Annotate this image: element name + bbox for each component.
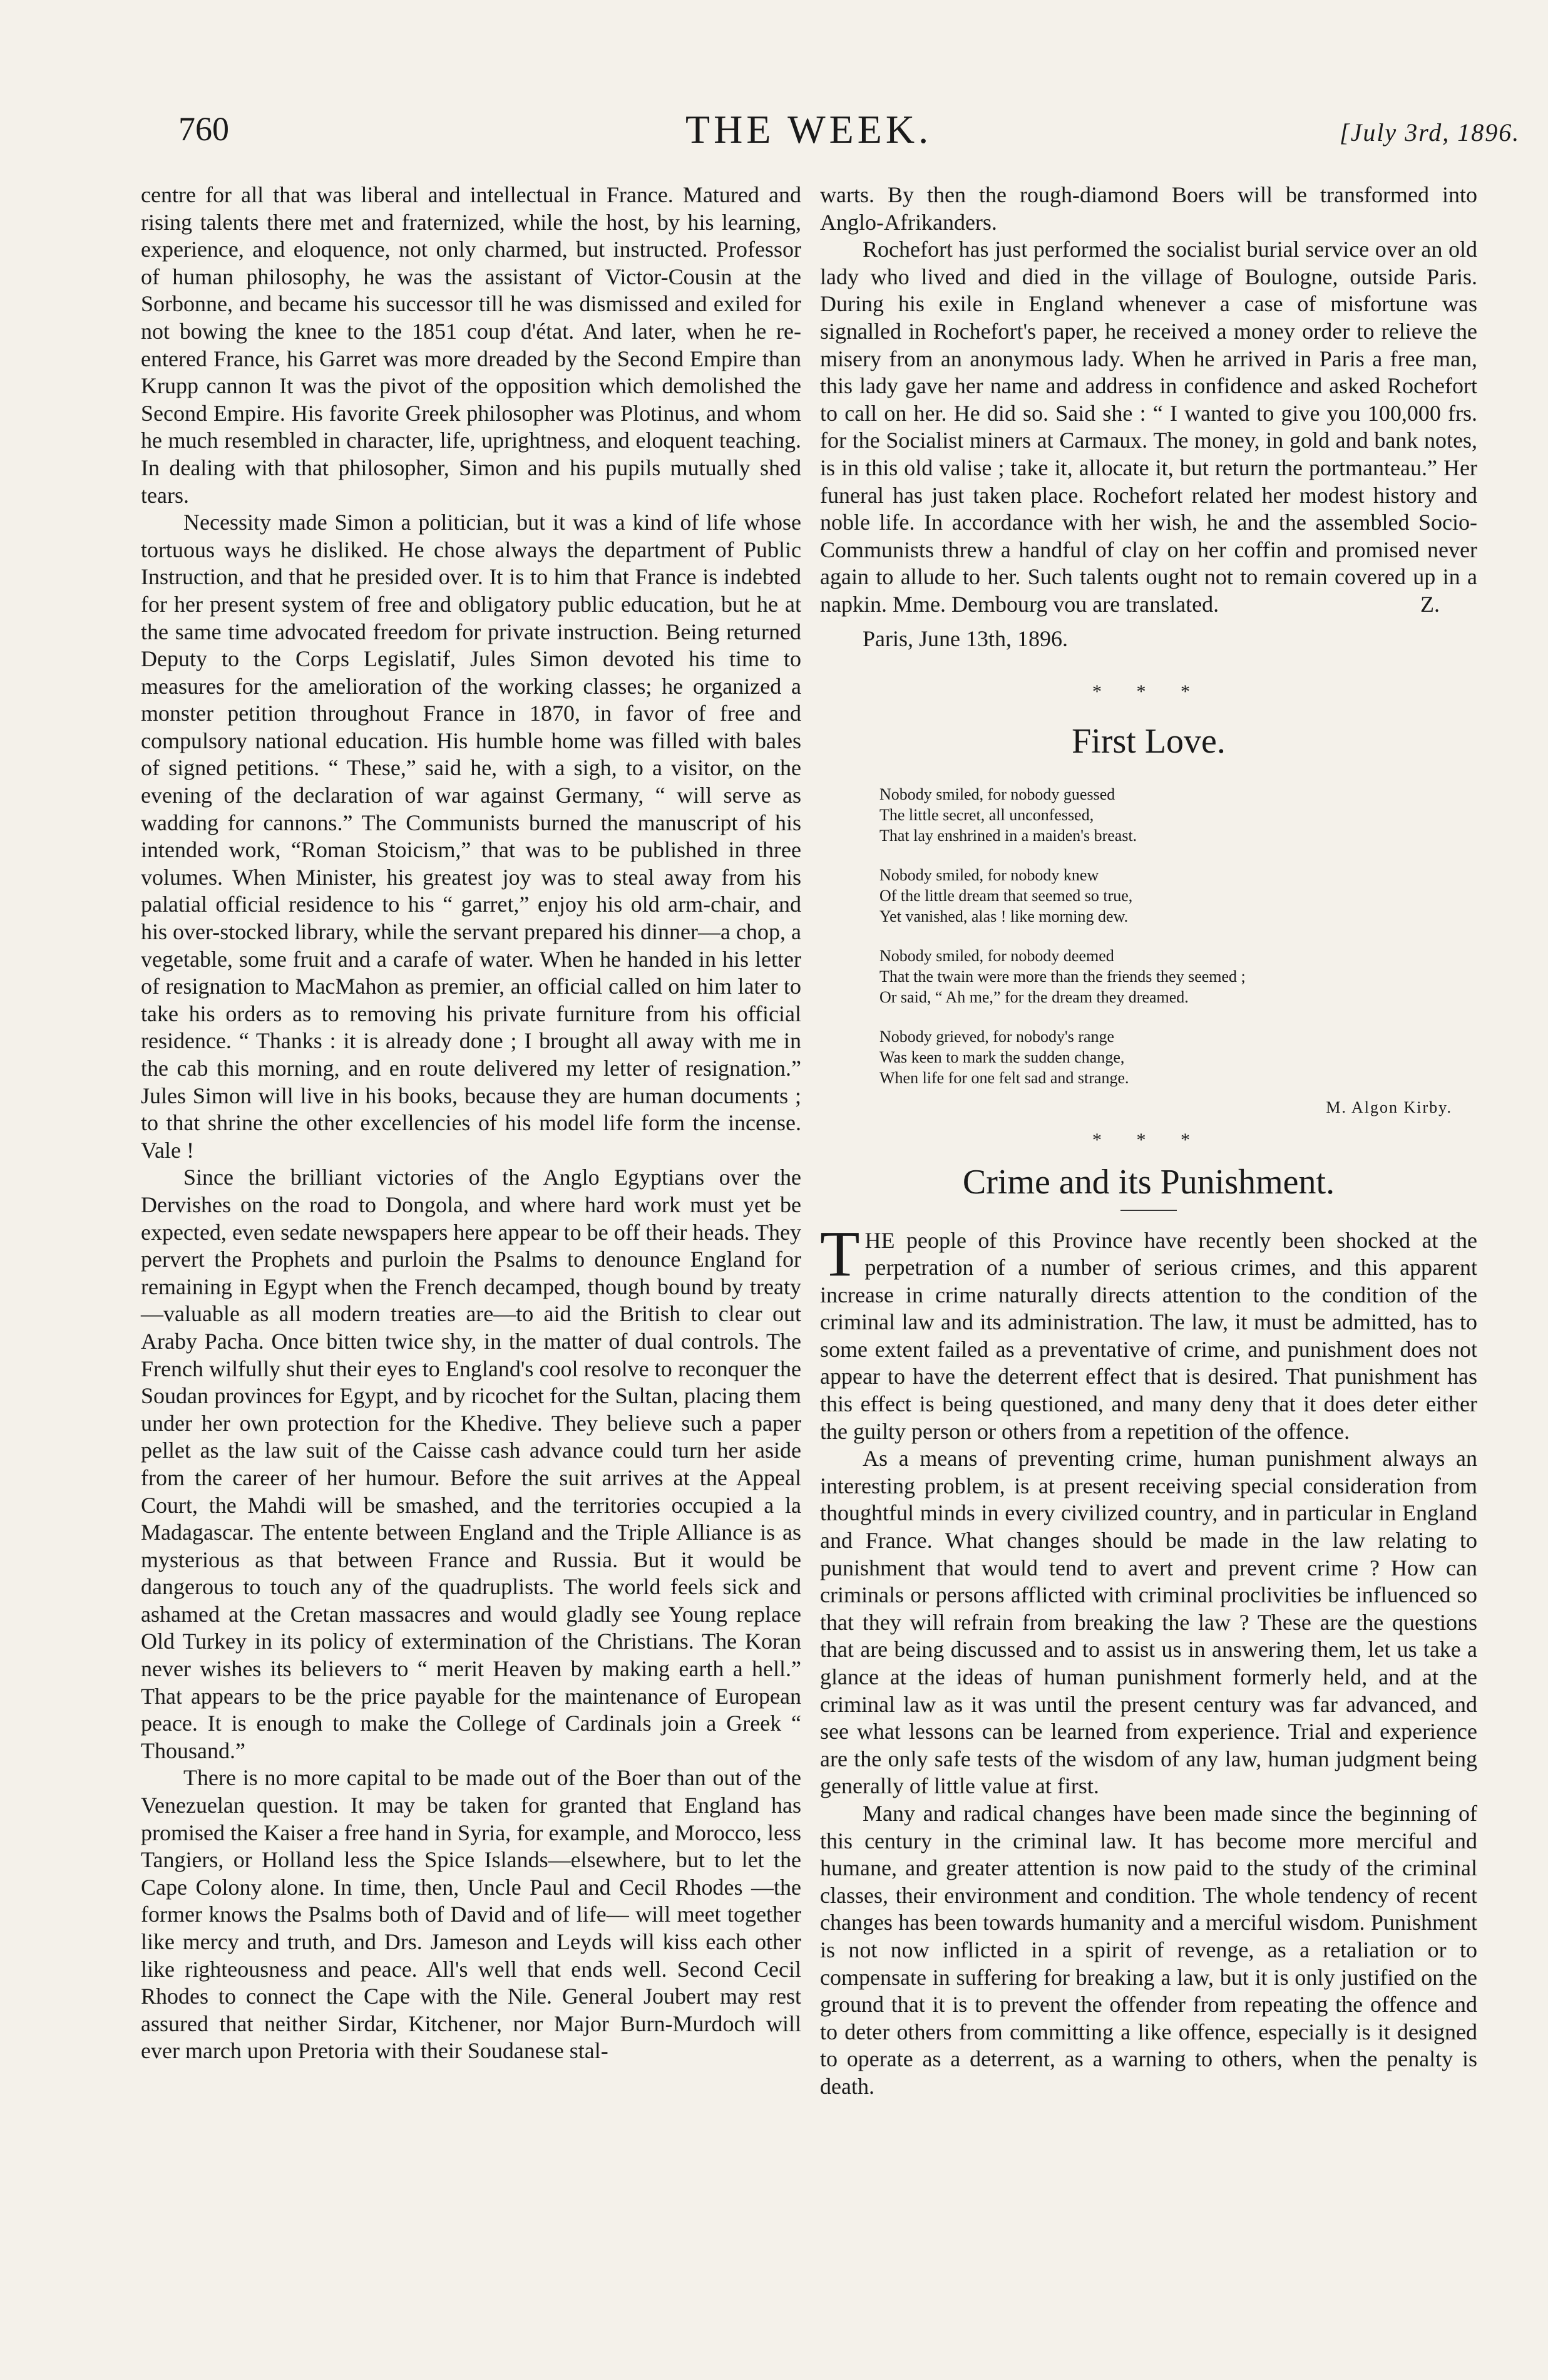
signature: Z. xyxy=(1420,591,1440,617)
paragraph: centre for all that was liberal and intellectual in France. Matured and rising talents there met and fraternized, while the host, by his learning, experience, and eloquence, not only charmed, but instructed. Professor of human philosophy, he was the assistant of Victor-Cousin at the Sorbonne, and became his successor till he was dismissed and exiled for not bowing the knee to the 1851 coup d'état. And later, when he re-entered France, his Garret was more dreaded by the Second Empire than Krupp cannon It was the pivot of the opposition which demolished the Second Empire. His favorite Greek philosopher was Plotinus, and whom he much resembled in character, life, uprightness, and eloquent teaching. In dealing with that philosopher, Simon and his pupils mutually shed tears. xyxy=(141,182,801,508)
poem-line: Was keen to mark the sudden change, xyxy=(879,1048,1125,1066)
dateline: Paris, June 13th, 1896. xyxy=(863,626,1068,651)
poem-line: Or said, “ Ah me,” for the dream they dreamed. xyxy=(879,987,1189,1006)
paragraph: As a means of preventing crime, human punishment always an interesting problem, is at present receiving special consideration from thoughtful minds in every civilized country, and in particular in England and France. What changes should be made in the law relating to punishment that would tend to avert and prevent crime ? How can criminals or persons afflicted with criminal proclivities be influenced so that they will refrain from breaking the law ? These are the questions that are being discussed and to assist us in answering them, let us take a glance at the ideas of human punishment formerly held, and at the criminal law as it was until the present century was far advanced, and see what lessons can be learned from experience. Trial and experience are the only safe tests of the wisdom of any law, human judgment being generally of little value at first. xyxy=(820,1446,1477,1799)
poem-author: M. Algon Kirby. xyxy=(1326,1098,1452,1116)
stanza xyxy=(879,784,1477,846)
poem-title: First Love. xyxy=(1072,721,1226,761)
article-title: Crime and its Punishment. xyxy=(962,1162,1335,1202)
page-header xyxy=(0,0,1548,188)
masthead: THE WEEK. xyxy=(685,107,933,152)
title-rule xyxy=(1120,1210,1177,1211)
paragraph-text: Rochefort has just performed the socialist burial service over an old lady who lived and died in the village of Boulogne, outside Paris. During his exile in England whenever a case of misfortune was signalled in Rochefort's paper, he received a money order to relieve the misery from an anonymous lady. When he arrived in Paris a free man, this lady gave her name and address in confidence and asked Rochefort to call on her. He did so. Said she : “ I wanted to give you 100,000 frs. for the Socialist miners at Carmaux. The money, in gold and bank notes, is in this old valise ; take it, allocate it, but return the portmanteau.” Her funeral has just taken place. Rochefort related her modest history and noble life. In accordance with her wish, he and the assembled Socio-Communists threw a handful of clay on her coffin and promised never again to allude to her. Such talents ought not to remain covered up in a napkin. Mme. Dembourg vou are translated. xyxy=(820,237,1477,617)
poem-line: Yet vanished, alas ! like morning dew. xyxy=(879,907,1129,925)
poem-line: Nobody grieved, for nobody's range xyxy=(879,1027,1115,1046)
section-divider: * * * xyxy=(1092,681,1205,702)
poem-line: Nobody smiled, for nobody deemed xyxy=(879,946,1114,965)
paragraph: There is no more capital to be made out of the Boer than out of the Venezuelan question. It may be taken for granted that England has promised the Kaiser a free hand in Syria, for example, and Morocco, less Tangiers, or Holland less the Spice Islands—elsewhere, but to let the Cape Colony alone. In time, then, Uncle Paul and Cecil Rhodes —the former knows the Psalms both of David and of life— will meet together like mercy and truth, and Drs. Jameson and Leyds will kiss each other like righteousness and peace. All's well that ends well. Second Cecil Rhodes to connect the Cape with the Nile. General Joubert may rest assured that neither Sirdar, Kitchener, nor Major Burn-Murdoch will ever march upon Pretoria with their Soudanese stal- xyxy=(141,1765,801,2064)
stanza xyxy=(879,945,1477,1007)
paragraph xyxy=(820,236,1477,618)
poem-line: Nobody smiled, for nobody knew xyxy=(879,865,1099,884)
poem-line: The little secret, all unconfessed, xyxy=(879,805,1094,824)
page-number: 760 xyxy=(178,110,229,148)
stanza xyxy=(879,865,1477,927)
poem-line: When life for one felt sad and strange. xyxy=(879,1068,1129,1087)
paragraph: Since the brilliant victories of the Anglo Egyptians over the Dervishes on the road to Dongola, and where hard work must yet be expected, even sedate newspapers here appear to be off their heads. They pervert the Prophets and purloin the Psalms to denounce England for remaining in Egypt when the French decamped, though bound by treaty—valuable as all modern treaties are—to aid the British to clear out Araby Pacha. Once bitten twice shy, in the matter of dual controls. The French wilfully shut their eyes to England's cool resolve to reconquer the Soudan provinces for Egypt, and by ricochet for the Sultan, placing them under her own protection for the Khedive. They believe such a paper pellet as the law suit of the Caisse cash advance could turn her aside from the career of her humour. Before the suit arrives at the Appeal Court, the Mahdi will be smashed, and the territories occupied a la Madagascar. The entente between England and the Triple Alliance is as mysterious as that between France and Russia. But it would be dangerous to touch any of the quadruplists. The world feels sick and ashamed at the Cretan massacres and would gladly see Young replace Old Turkey in its policy of extermination of the Christians. The Koran never wishes its believers to “ merit Heaven by making earth a hell.” That appears to be the price payable for the maintenance of European peace. It is enough to make the College of Cardinals join a Greek “ Thousand.” xyxy=(141,1165,801,1763)
poem-line: That lay enshrined in a maiden's breast. xyxy=(879,826,1137,845)
paragraph: Necessity made Simon a politician, but it was a kind of life whose tortuous ways he disliked. He chose always the department of Public Instruction, and that he presided over. It is to him that France is indebted for her present system of free and obligatory public education, but he at the same time advocated freedom for private instruction. Being returned Deputy to the Corps Legislatif, Jules Simon devoted his time to measures for the amelioration of the working classes; he organized a monster petition throughout France in 1870, in favor of free and compulsory national education. His humble home was filled with bales of signed petitions. “ These,” said he, with a sigh, to a visitor, on the evening of the declaration of war against Germany, “ will serve as wadding for cannons.” The Communists burned the manuscript of his intended work, “Roman Stoicism,” that was to be published in three volumes. When Minister, his greatest joy was to steal away from his palatial official residence to his “ garret,” enjoy his old arm-chair, and his over-stocked library, while the servant prepared his dinner—a chop, a vegetable, some fruit and a carafe of water. When he handed in his letter of resignation to MacMahon as premier, an official called on him later to take his orders as to removing his private furniture from his official residence. “ Thanks : it is already done ; I brought all away with me in the cab this morning, and en route delivered my letter of resignation.” Jules Simon will live in his books, because they are human documents ; to that shrine the other excellencies of his model life form the incense. Vale ! xyxy=(141,510,801,1163)
right-column xyxy=(820,182,1477,2101)
poem-line: Of the little dream that seemed so true, xyxy=(879,886,1133,905)
paragraph: THE people of this Province have recently been shocked at the perpetration of a number of serious crimes, and this apparent increase in crime naturally directs attention to the condition of the criminal law and its administration. The law, it must be admitted, has to some extent failed as a preventative of crime, and punishment does not appear to have the deterrent effect that is desired. That punishment has this effect is being questioned, and many deny that it does deter either the guilty person or others from a repetition of the offence. xyxy=(820,1217,1477,1444)
poem xyxy=(879,784,1477,1088)
poem-line: That the twain were more than the friends they seemed ; xyxy=(879,967,1246,986)
poem-line: Nobody smiled, for nobody guessed xyxy=(879,785,1115,803)
left-column xyxy=(141,182,801,2065)
section-divider: * * * xyxy=(1092,1129,1205,1150)
paragraph: Many and radical changes have been made since the beginning of this century in the criminal law. It has become more merciful and humane, and greater attention is now paid to the study of the criminal classes, their environment and condition. The whole tendency of recent changes has been towards humanity and a merciful wisdom. Punishment is not now inflicted in a spirit of revenge, as a retaliation or to compensate in suffering for breaking a law, but it is only justified on the ground that it is to prevent the offender from repeating the offence and to deter others from committing a like offence, especially is it designed to operate as a deterrent, as a warning to others, when the penalty is death. xyxy=(820,1800,1477,2099)
paragraph: warts. By then the rough-diamond Boers will be transformed into Anglo-Afrikanders. xyxy=(820,182,1477,235)
issue-date: [July 3rd, 1896. xyxy=(1340,118,1520,147)
stanza xyxy=(879,1026,1477,1088)
